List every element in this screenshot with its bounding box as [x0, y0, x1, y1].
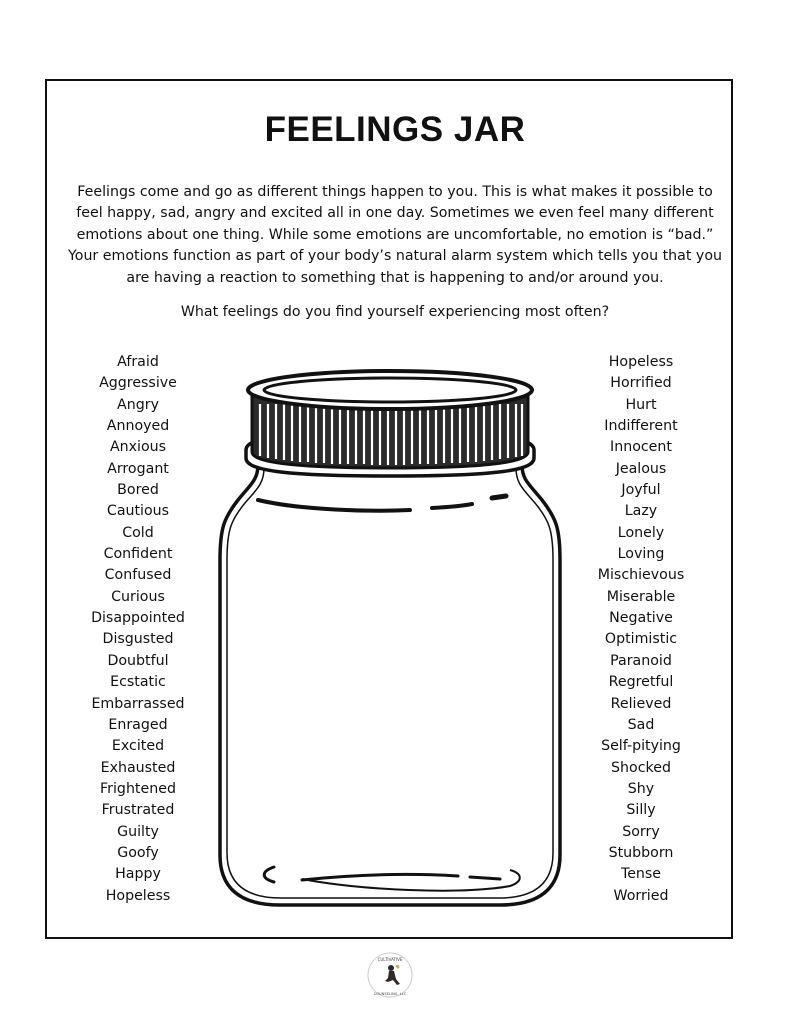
feeling-word: Horrified — [610, 375, 672, 392]
right-feelings-list — [556, 352, 726, 907]
feeling-word: Embarrassed — [91, 695, 185, 712]
feeling-word: Excited — [111, 738, 165, 755]
feeling-word: Happy — [115, 866, 161, 883]
feeling-word: Disgusted — [102, 631, 174, 648]
feeling-word: Stubborn — [608, 844, 674, 861]
feeling-word: Sorry — [622, 823, 660, 840]
feeling-word: Curious — [111, 588, 165, 605]
feeling-word: Doubtful — [107, 652, 169, 669]
feeling-word: Jealous — [615, 460, 667, 477]
feeling-word: Miserable — [606, 588, 676, 605]
feeling-word: Frustrated — [101, 802, 175, 819]
feeling-word: Relieved — [610, 695, 672, 712]
lid-top-inner — [264, 378, 516, 402]
feeling-word: Innocent — [610, 439, 672, 456]
feeling-word: Afraid — [117, 354, 159, 370]
jar-bottom-ellipse — [470, 877, 500, 879]
feeling-word: Silly — [626, 802, 656, 819]
feeling-word: Negative — [609, 610, 673, 627]
feeling-word: Joyful — [621, 482, 661, 499]
feeling-word: Mischievous — [597, 567, 685, 584]
feeling-word: Confused — [104, 567, 172, 584]
feeling-word: Hopeless — [105, 887, 171, 904]
feeling-word: Confident — [103, 546, 173, 563]
feeling-word: Indifferent — [604, 418, 678, 435]
feeling-word: Worried — [613, 887, 669, 904]
feeling-word: Self-pitying — [601, 738, 681, 755]
feeling-word: Guilty — [117, 823, 159, 840]
feeling-word: Cold — [122, 524, 154, 541]
jar-shoulder-highlight — [492, 496, 506, 498]
feeling-word: Lonely — [617, 524, 665, 541]
feeling-word: Exhausted — [100, 759, 176, 776]
counseling-logo — [366, 951, 414, 999]
feeling-word: Ecstatic — [110, 674, 166, 691]
feeling-word: Paranoid — [610, 652, 672, 669]
feeling-word: Loving — [617, 546, 665, 563]
feeling-word: Regretful — [608, 674, 674, 691]
feeling-word: Goofy — [117, 844, 159, 861]
feeling-word: Arrogant — [107, 460, 169, 477]
feeling-word: Shocked — [611, 759, 671, 776]
feeling-word: Angry — [117, 396, 159, 413]
prompt-question: What feelings do you find yourself experiencing most often? — [180, 304, 610, 320]
feeling-word: Lazy — [624, 503, 658, 520]
feeling-word: Sad — [627, 716, 655, 733]
page-title: FEELINGS JAR — [264, 110, 526, 149]
intro-paragraph: Feelings come and go as different things happen to you. This is what makes it possible to feel happy, sad, angry and excited all in one day. Sometimes we even feel many different emotions about one thing. While some emotions are uncomfortable, no emotion is “bad.” Your emotions function as part of your body’s natural alarm system which tells you that you are having a reaction to something that is happening to and/or around you. — [67, 184, 722, 286]
left-feelings-list — [53, 352, 223, 907]
feeling-word: Cautious — [106, 503, 170, 520]
feeling-word: Shy — [627, 780, 655, 797]
logo-bottom-text: COUNSELING, LLC — [373, 992, 407, 996]
logo-top-text: CULTIVATIVE — [377, 957, 403, 962]
feeling-word: Enraged — [108, 716, 168, 733]
feeling-word: Disappointed — [91, 610, 185, 627]
feeling-word: Hurt — [625, 396, 657, 413]
feeling-word: Anxious — [109, 439, 167, 456]
feeling-word: Frightened — [100, 780, 176, 797]
feeling-word: Aggressive — [99, 375, 177, 392]
feeling-word: Annoyed — [106, 418, 170, 435]
feeling-word: Optimistic — [604, 631, 678, 648]
jar-illustration — [210, 360, 570, 920]
feeling-word: Hopeless — [608, 354, 674, 370]
feeling-word: Bored — [117, 482, 159, 499]
jar-body — [220, 465, 560, 905]
feeling-word: Tense — [620, 866, 662, 883]
